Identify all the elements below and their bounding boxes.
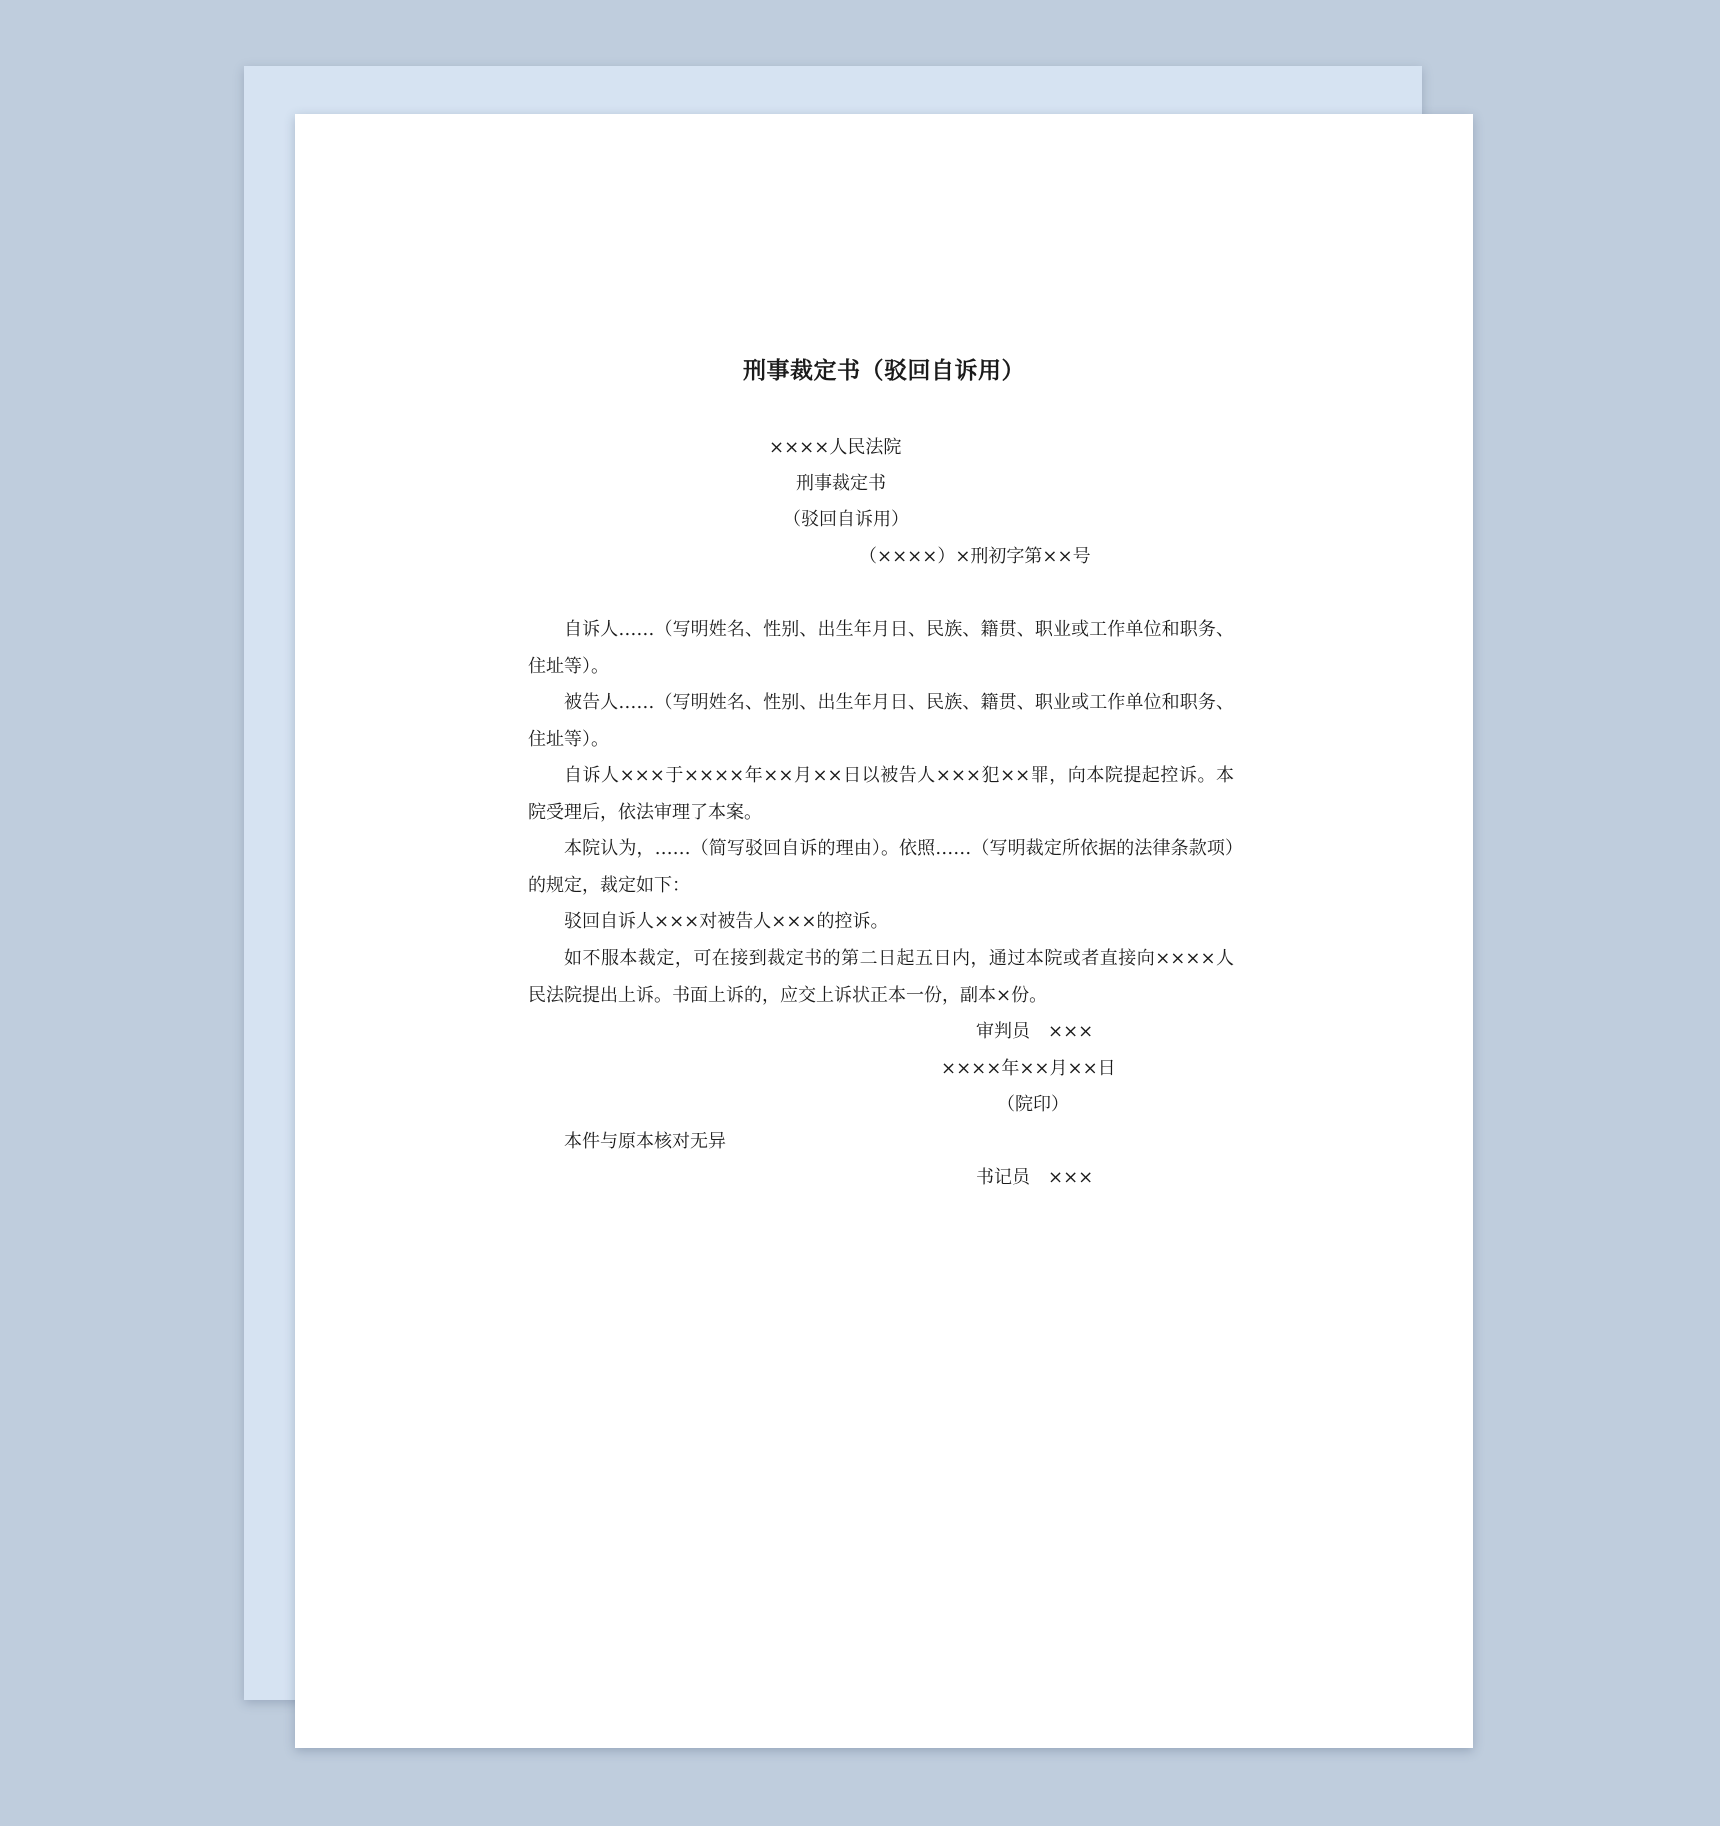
- doc-type: 刑事裁定书: [796, 473, 886, 494]
- case-number: （××××）×刑初字第××号: [859, 546, 1091, 567]
- clerk-signature: 书记员 ×××: [976, 1167, 1094, 1188]
- document-title: 刑事裁定书（驳回自诉用）: [743, 357, 1025, 384]
- paragraph-ruling: 驳回自诉人×××对被告人×××的控诉。: [564, 911, 889, 932]
- ruling-date: ××××年××月××日: [941, 1058, 1116, 1079]
- paragraph-plaintiff: 自诉人……（写明姓名、性别、出生年月日、民族、籍贯、职业或工作单位和职务、住址等）。: [528, 619, 1234, 677]
- document-page: [295, 114, 1473, 1748]
- verification-note: 本件与原本核对无异: [564, 1131, 726, 1152]
- court-seal: （院印）: [997, 1094, 1069, 1115]
- court-name: ××××人民法院: [769, 437, 902, 458]
- paragraph-appeal: 如不服本裁定，可在接到裁定书的第二日起五日内，通过本院或者直接向××××人民法院提出上诉。书面上诉的，应交上诉状正本一份，副本×份。: [528, 948, 1234, 1006]
- paragraph-reasoning: 本院认为，……（简写驳回自诉的理由）。依照……（写明裁定所依据的法律条款项）的规定，裁定如下：: [528, 838, 1234, 896]
- paragraph-complaint: 自诉人×××于××××年××月××日以被告人×××犯××罪，向本院提起控诉。本院受理后，依法审理了本案。: [528, 765, 1234, 823]
- paragraph-defendant: 被告人……（写明姓名、性别、出生年月日、民族、籍贯、职业或工作单位和职务、住址等）。: [528, 692, 1234, 750]
- judge-signature: 审判员 ×××: [976, 1021, 1094, 1042]
- doc-subtype: （驳回自诉用）: [783, 509, 909, 530]
